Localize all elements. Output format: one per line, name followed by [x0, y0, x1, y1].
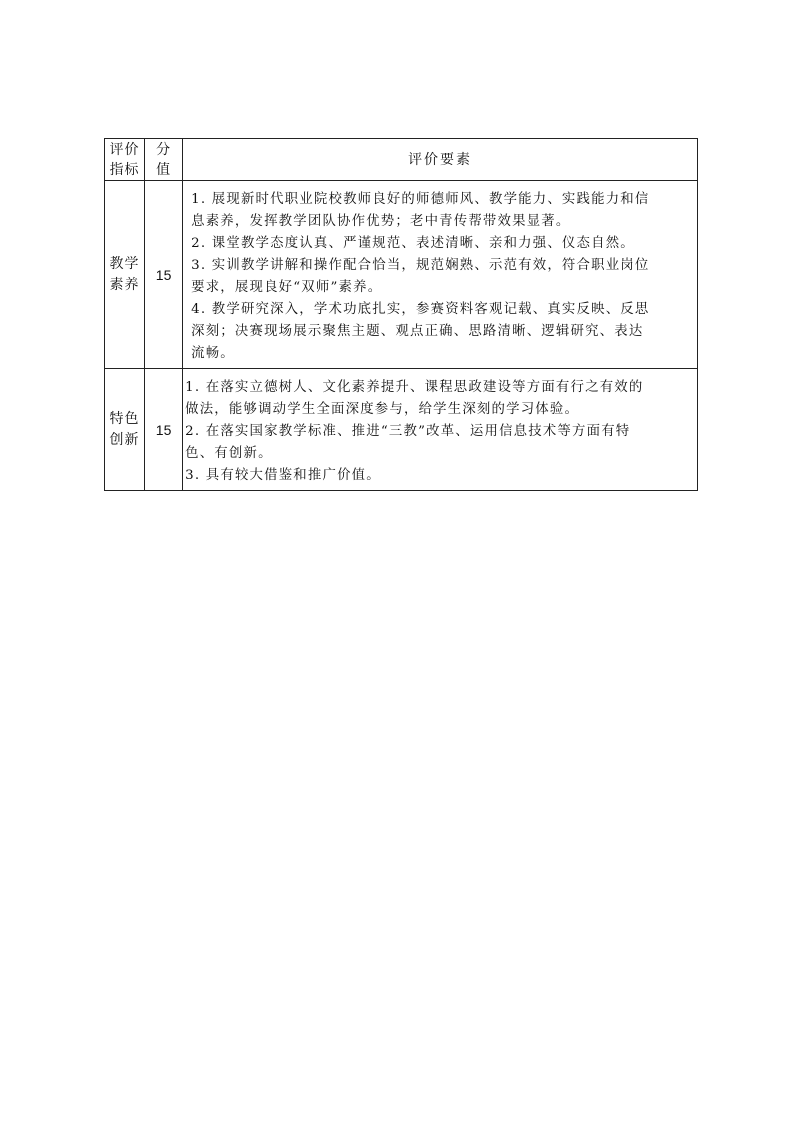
requirement-line: 1. 在落实立德树人、文化素养提升、课程思政建设等方面有行之有效的 — [185, 380, 644, 395]
header-row — [105, 139, 698, 181]
requirement-item — [191, 189, 691, 233]
header-indicator — [105, 139, 145, 181]
indicator-cell — [105, 369, 145, 491]
indicator-line: 创新 — [109, 431, 140, 448]
header-score-line: 分 — [156, 141, 172, 158]
header-score-line: 值 — [156, 161, 172, 178]
requirement-line: 深刻；决赛现场展示聚焦主题、观点正确、思路清晰、逻辑研究、表达 — [191, 324, 644, 339]
requirement-line: 做法，能够调动学生全面深度参与，给学生深刻的学习体验。 — [185, 402, 580, 417]
requirement-item — [191, 255, 691, 299]
requirements-cell — [183, 369, 698, 491]
table-row-innovation — [105, 369, 698, 491]
requirement-line: 息素养，发挥教学团队协作优势；老中青传帮带效果显著。 — [191, 214, 571, 229]
requirement-item — [185, 421, 691, 465]
indicator-line: 教学 — [109, 255, 140, 272]
indicator-line: 特色 — [109, 410, 140, 427]
evaluation-table — [104, 138, 698, 491]
requirement-line: 流畅。 — [191, 346, 235, 361]
score-cell: 15 — [145, 369, 183, 491]
indicator-cell — [105, 181, 145, 369]
requirement-line: 1. 展现新时代职业院校教师良好的师德师风、教学能力、实践能力和信 — [191, 192, 650, 207]
header-indicator-line: 指标 — [109, 161, 140, 178]
requirement-item — [191, 233, 691, 255]
requirement-item — [185, 465, 691, 487]
requirement-line: 3. 实训教学讲解和操作配合恰当，规范娴熟、示范有效，符合职业岗位 — [191, 258, 650, 273]
header-requirements: 评价要素 — [183, 139, 698, 181]
requirement-line: 2. 课堂教学态度认真、严谨规范、表述清晰、亲和力强、仪态自然。 — [191, 236, 635, 251]
table-row-teaching-literacy — [105, 181, 698, 369]
indicator-line: 素养 — [109, 276, 140, 293]
requirement-line: 4. 教学研究深入，学术功底扎实，参赛资料客观记载、真实反映、反思 — [191, 302, 650, 317]
requirements-cell — [183, 181, 698, 369]
requirement-line: 3. 具有较大借鉴和推广价值。 — [185, 468, 381, 483]
header-score — [145, 139, 183, 181]
requirement-item — [191, 299, 691, 365]
requirement-line: 2. 在落实国家教学标准、推进“三教”改革、运用信息技术等方面有特 — [185, 424, 631, 439]
requirement-line: 要求，展现良好“双师”素养。 — [191, 280, 383, 295]
requirement-item — [185, 377, 691, 421]
score-cell: 15 — [145, 181, 183, 369]
header-indicator-line: 评价 — [109, 141, 140, 158]
requirement-line: 色、有创新。 — [185, 446, 273, 461]
